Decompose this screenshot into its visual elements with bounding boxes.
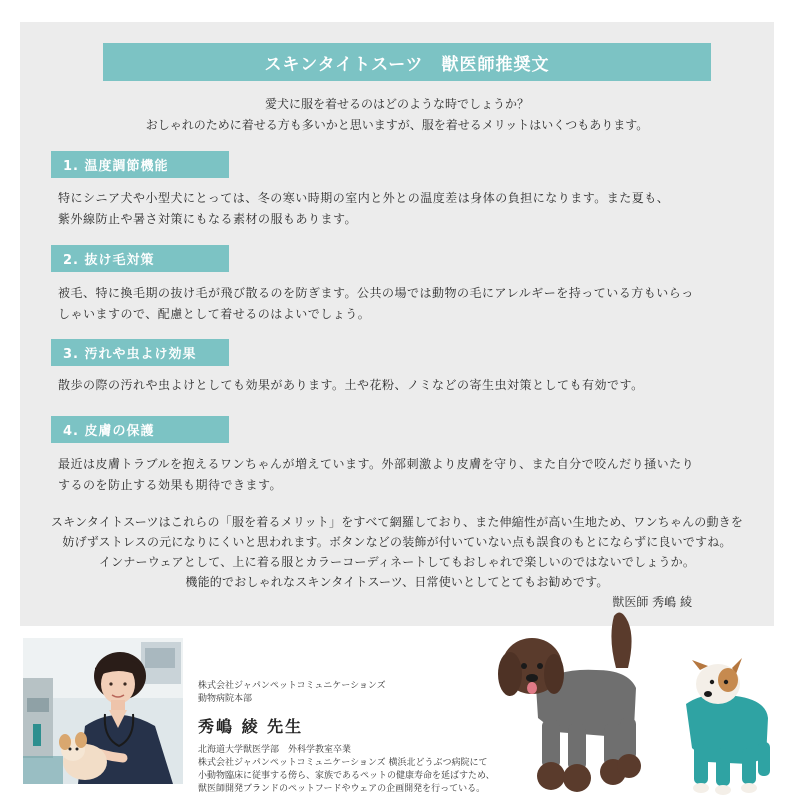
closing-line: 妨げずストレスの元になりにくいと思われます。ボタンなどの装飾が付いていない点も誤食のもとにならずに良いですね。 — [62, 535, 732, 549]
organization-name: 株式会社ジャパンペットコミュニケーションズ — [198, 681, 386, 691]
terrier-teal-suit-icon — [686, 658, 770, 795]
section-body-shedding — [58, 283, 758, 325]
section-line: 散歩の際の汚れや虫よけとしても効果があります。土や花粉、ノミなどの寄生虫対策としても有効です。 — [58, 378, 644, 392]
page-title: スキンタイトスーツ 獣医師推奨文 — [103, 43, 711, 81]
section-heading-dirt-insects: 3. 汚れや虫よけ効果 — [51, 339, 229, 366]
veterinarian-photo — [23, 638, 183, 784]
section-body-dirt-insects — [58, 375, 758, 396]
section-line: 紫外線防止や暑さ対策にもなる素材の服もあります。 — [58, 212, 358, 226]
section-line: 被毛、特に換毛期の抜け毛が飛び散るのを防ぎます。公共の場では動物の毛にアレルギーを持っている方もいらっ — [58, 286, 694, 300]
section-line: するのを防止する効果も期待できます。 — [58, 478, 283, 492]
signature: 獣医師 秀嶋 綾 — [612, 595, 692, 609]
intro-line: おしゃれのために着せる方も多いかと思いますが、服を着せるメリットはいくつもあります。 — [145, 118, 649, 132]
veterinarian-name: 秀嶋 綾 先生 — [198, 717, 304, 736]
bio-line: 小動物臨床に従事する傍ら、家族であるペットの健康寿命を延ばすため、 — [198, 771, 495, 781]
section-heading-temperature: 1. 温度調節機能 — [51, 151, 229, 178]
veterinarian-profile — [198, 680, 518, 796]
closing-text — [20, 512, 774, 592]
section-line: 最近は皮膚トラブルを抱えるワンちゃんが増えています。外部刺激より皮膚を守り、また自分で咬んだり掻いたり — [58, 457, 695, 471]
section-body-temperature — [58, 188, 758, 230]
bio-line: 北海道大学獣医学部 外科学教室卒業 — [198, 745, 352, 755]
closing-line: インナーウェアとして、上に着る服とカラーコーディネートしてもおしゃれで楽しいのではないでしょうか。 — [98, 555, 696, 569]
section-body-skin — [58, 454, 758, 496]
section-line: 特にシニア犬や小型犬にとっては、冬の寒い時期の室内と外との温度差は身体の負担になります。また夏も、 — [58, 191, 670, 205]
dogs-in-suits-photo — [496, 608, 786, 798]
organization-department: 動物病院本部 — [198, 694, 253, 704]
section-line: しゃいますので、配慮として着せるのはよいでしょう。 — [58, 307, 371, 321]
section-heading-shedding: 2. 抜け毛対策 — [51, 245, 229, 272]
closing-line: スキンタイトスーツはこれらの「服を着るメリット」をすべて網羅しており、また伸縮性が高い生地ため、ワンちゃんの動きを — [50, 515, 744, 529]
bio-line: 株式会社ジャパンペットコミュニケーションズ 横浜北どうぶつ病院にて — [198, 758, 488, 768]
intro-text — [20, 94, 774, 136]
veterinarian-bio — [198, 744, 518, 796]
poodle-gray-suit-icon — [498, 612, 641, 792]
bio-line: 獣医師開発ブランドのペットフードやウェアの企画開発を行っている。 — [198, 784, 486, 794]
closing-line: 機能的でおしゃれなスキンタイトスーツ、日常使いとしてとてもお勧めです。 — [185, 575, 609, 589]
section-heading-skin: 4. 皮膚の保護 — [51, 416, 229, 443]
intro-line: 愛犬に服を着せるのはどのような時でしょうか？ — [264, 97, 529, 111]
